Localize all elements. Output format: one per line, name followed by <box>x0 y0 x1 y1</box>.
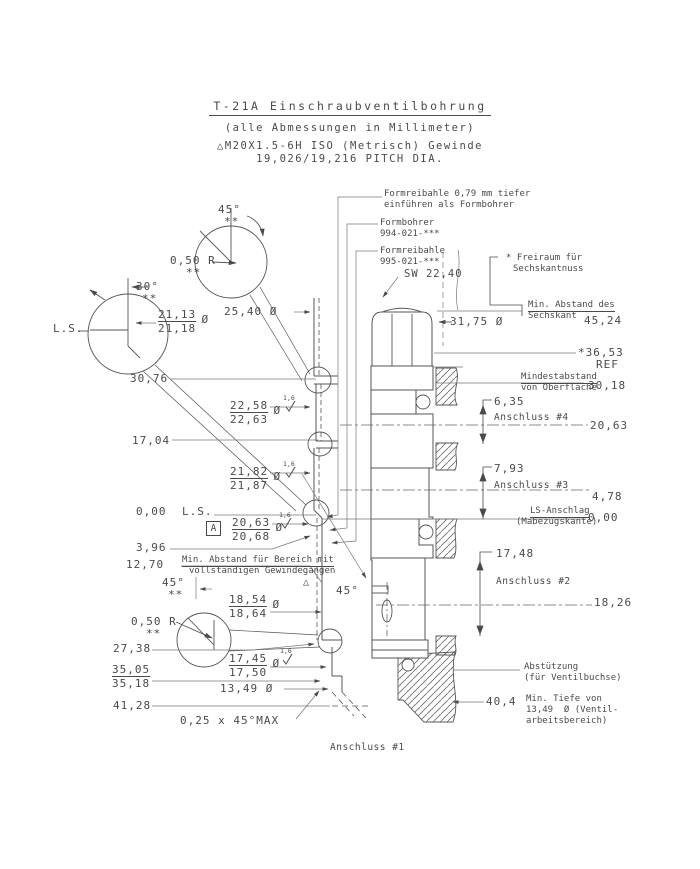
mark-stars: ** <box>142 292 158 305</box>
label-ls-face: L.S. <box>182 505 213 518</box>
title-pitch-dia: 19,026/19,216 PITCH DIA. <box>256 153 444 165</box>
dim-depth-3-96: 3,96 <box>136 541 167 554</box>
dim-port2-width: 17,48 <box>496 547 535 560</box>
dim-hex-min-distance: 45,24 <box>584 314 623 327</box>
dim-angle-45-top: 45° <box>218 203 241 216</box>
dim-depth-27-38: 27,38 <box>113 642 152 655</box>
label-ls-face: L.S. <box>53 322 84 335</box>
dim-ref-label: REF <box>596 358 619 371</box>
dim-zero-ref: 0,00 <box>136 505 167 518</box>
note-reamer-deeper: Formreibahle 0,79 mm tiefer einführen als Formbohrer <box>384 189 531 210</box>
dim-angle-45-thread: 45° <box>162 576 185 589</box>
surface-finish-icon <box>281 517 293 529</box>
dim-surface-min-distance: 30,18 <box>588 379 627 392</box>
dim-radius-top: 0,50 R <box>170 254 216 267</box>
dim-thread-dia: 18,54 18,64 Ø <box>229 593 281 620</box>
surface-finish-icon <box>285 466 297 478</box>
label-port-3: Anschluss #3 <box>494 480 569 491</box>
dim-ls-stop: 0,00 <box>588 511 619 524</box>
note-form-reamer: Formreibahle 995-021-*** <box>380 246 446 267</box>
datum-a-box: A <box>206 521 221 536</box>
dim-angle-45-center: 45° <box>336 584 359 597</box>
dim-pilot-bore: 17,45 17,50 Ø <box>229 652 281 679</box>
surface-finish-mark: 1,6 <box>282 461 300 478</box>
dim-port3-width: 7,93 <box>494 462 525 475</box>
drawing-title: T-21A Einschraubventilbohrung <box>0 99 700 113</box>
o-ring <box>419 525 433 539</box>
valve-body <box>371 366 433 658</box>
title-thread-spec: △M20X1.5-6H ISO (Metrisch) Gewinde <box>217 140 483 152</box>
dim-depth-35: 35,05 35,18 <box>112 663 151 690</box>
dim-depth-41-28: 41,28 <box>113 699 152 712</box>
dim-depth-17-04: 17,04 <box>132 434 171 447</box>
surface-finish-mark: 1,6 <box>279 648 297 665</box>
surface-finish-icon <box>285 400 297 412</box>
dim-seat-diameter: 21,13 21,18 Ø <box>158 308 210 335</box>
dim-port4-depth: 20,63 <box>590 419 629 432</box>
note-full-thread: Min. Abstand für Bereich mit vollständigen Gewindegängen <box>182 555 336 576</box>
detail-circle-chamfer-top <box>195 208 310 381</box>
surface-finish-mark: 1,6 <box>282 395 300 412</box>
dim-bore-21: 21,82 21,87 Ø <box>230 465 282 492</box>
dim-hex-bore-dia: 31,75 Ø <box>450 315 504 328</box>
label-surface-min-distance: Mindestabstand von Oberfläche <box>521 372 597 393</box>
o-ring <box>416 395 430 409</box>
mark-stars: ** <box>224 215 240 228</box>
dim-pilot-dia: 13,49 Ø <box>220 682 274 695</box>
mark-stars: ** <box>146 627 162 640</box>
dim-chamfer: 0,25 x 45°MAX <box>180 714 280 727</box>
dim-ref-value: *36,53 <box>578 346 624 359</box>
mark-stars: ** <box>186 266 202 279</box>
title-units-note: (alle Abmessungen in Millimeter) <box>224 122 476 134</box>
dim-radius-bottom: 0,50 R <box>131 615 177 628</box>
label-ls-stop: LS-Anschlag (Mabezugskante) <box>516 506 598 527</box>
valve-hex-head <box>372 312 432 366</box>
dim-port3-depth: 4,78 <box>592 490 623 503</box>
wrench-size: SW 22,40 <box>404 268 463 280</box>
mark-stars: ** <box>168 588 184 601</box>
thread-spec-triangle: △ <box>303 577 311 588</box>
label-hex-min-distance: Min. Abstand des Sechskant <box>528 300 615 321</box>
label-port-4: Anschluss #4 <box>494 412 569 423</box>
dim-depth-30-76: 30,76 <box>130 372 169 385</box>
dim-counterbore-dia: 25,40 Ø <box>224 305 278 318</box>
dim-min-depth: 40,4 <box>486 695 517 708</box>
label-min-depth: Min. Tiefe von 13,49 Ø (Ventil- arbeitsbereich) <box>526 694 619 726</box>
label-port-2: Anschluss #2 <box>496 576 571 587</box>
dim-port4-width: 6,35 <box>494 395 525 408</box>
label-port-1: Anschluss #1 <box>330 742 405 753</box>
label-support: Abstützung (für Ventilbuchse) <box>524 662 622 683</box>
dim-depth-12-70: 12,70 <box>126 558 165 571</box>
dim-angle-30: 30° <box>136 280 159 293</box>
note-hex-clearance: * Freiraum für Sechskantnuss <box>506 253 584 274</box>
surface-finish-mark: 1,6 <box>278 512 296 529</box>
dim-bore-22: 22,58 22,63 Ø <box>230 399 282 426</box>
dim-bore-20: 20,63 20,68 Ø <box>232 516 284 543</box>
surface-finish-icon <box>282 653 294 665</box>
o-ring <box>402 659 414 671</box>
dim-port2-depth: 18,26 <box>594 596 633 609</box>
note-form-drill: Formbohrer 994-021-*** <box>380 218 440 239</box>
valve-cartridge <box>371 312 433 658</box>
